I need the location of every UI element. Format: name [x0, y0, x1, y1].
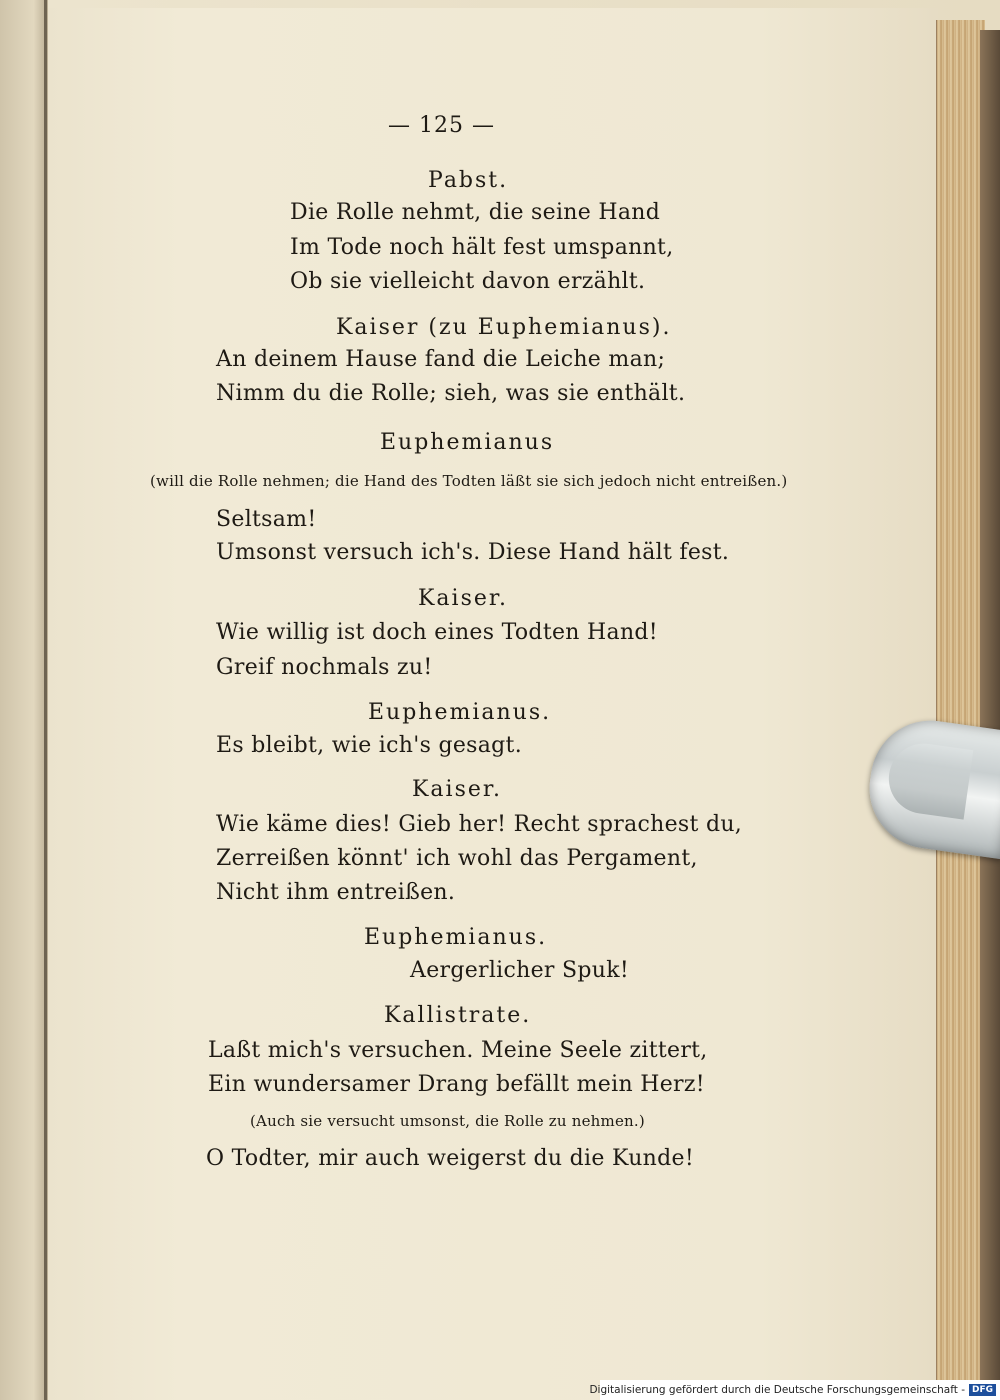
verse-line: Aergerlicher Spuk! [410, 958, 630, 983]
verse-line: Zerreißen könnt' ich wohl das Pergament, [216, 846, 698, 871]
stage-direction: (Auch sie versucht umsonst, die Rolle zu nehmen.) [250, 1112, 645, 1130]
speaker-name: Euphemianus [380, 430, 555, 455]
speaker-name: Kaiser. [412, 777, 502, 802]
verse-line: Die Rolle nehmt, die seine Hand [290, 200, 661, 225]
speaker-name: Euphemianus. [364, 925, 548, 950]
verse-line: Umsonst versuch ich's. Diese Hand hält fest. [216, 540, 730, 565]
footer-credit: Digitalisierung gefördert durch die Deutsche Forschungsgemeinschaft - [589, 1384, 965, 1396]
verse-line: Ein wundersamer Drang befällt mein Herz! [208, 1072, 705, 1097]
verse-line: Wie käme dies! Gieb her! Recht sprachest du, [216, 812, 743, 837]
digitization-footer [589, 1380, 1000, 1400]
verse-line: An deinem Hause fand die Leiche man; [216, 347, 666, 372]
speaker-name: Euphemianus. [368, 700, 552, 725]
verse-line: Greif nochmals zu! [216, 655, 433, 680]
speaker-name: Kaiser. [418, 586, 508, 611]
speaker-name: Pabst. [428, 168, 509, 193]
verse-line: Nicht ihm entreißen. [216, 880, 456, 905]
speaker-name: Kallistrate. [384, 1003, 532, 1028]
verse-line: Laßt mich's versuchen. Meine Seele zittert, [208, 1038, 708, 1063]
stage-direction: (will die Rolle nehmen; die Hand des Todten läßt sie sich jedoch nicht entreißen.) [150, 472, 788, 490]
page-number: — 125 — [388, 113, 495, 138]
verse-line: Im Tode noch hält fest umspannt, [290, 235, 674, 260]
verse-line: Es bleibt, wie ich's gesagt. [216, 733, 522, 758]
verse-line: Ob sie vielleicht davon erzählt. [290, 269, 646, 294]
speaker-name: Kaiser (zu Euphemianus). [336, 315, 672, 340]
dfg-logo: DFG [969, 1384, 996, 1396]
verse-line: Seltsam! [216, 507, 317, 532]
verse-line: O Todter, mir auch weigerst du die Kunde! [206, 1146, 694, 1171]
verse-line: Wie willig ist doch eines Todten Hand! [216, 620, 658, 645]
verse-line: Nimm du die Rolle; sieh, was sie enthält. [216, 381, 686, 406]
